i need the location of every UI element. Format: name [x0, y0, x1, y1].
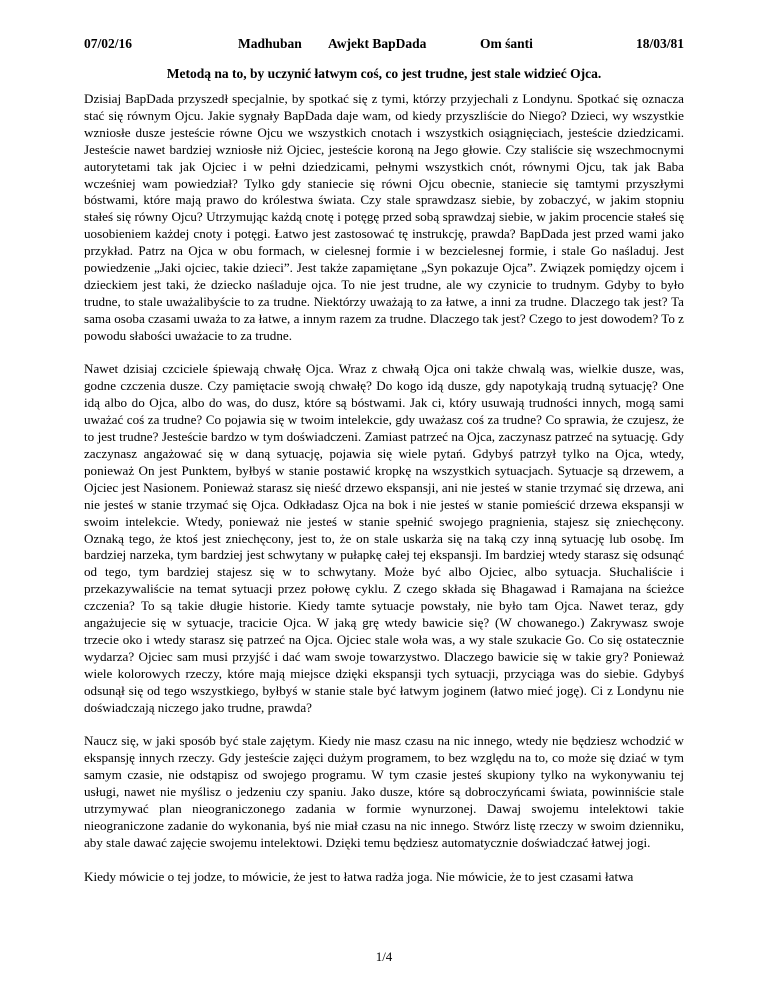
document-title: Metodą na to, by uczynić łatwym coś, co jest trudne, jest stale widzieć Ojca.	[166, 66, 602, 81]
header-date-right: 18/03/81	[635, 36, 684, 51]
header-date-left: 07/02/16	[84, 36, 133, 51]
page-number: 1/4	[375, 949, 393, 964]
paragraph-3: Naucz się, w jaki sposób być stale zajętym. Kiedy nie masz czasu na nic innego, wtedy nie będziesz wchodzić w ekspansję innych rzeczy. Gdy jesteście zajęci dużym programem, to bez względu na to, co może się dziać w tym samym czasie, nie odstąpisz od swojego programu. W tym czasie jesteś skupiony tylko na wykonywaniu tej usługi, nawet nie myślisz o jedzeniu czy spaniu. Jako dusze, które są dobroczyńcami świata, powinniście stale utrzymywać plan nieograniczonego zadania w formie wynurzonej. Dawaj swojemu intelektowi takie nieograniczone zadanie do wykonania, byś nie miał czasu na nic innego. Stwórz listę rzeczy w swoim dzienniku, aby stale dawać zajęcie swojemu intelektowi. Dzięki temu będziesz automatycznie doświadczać łatwej jogi.	[84, 733, 684, 850]
paragraph-1: Dzisiaj BapDada przyszedł specjalnie, by spotkać się z tymi, którzy przyjechali z Londynu. Spotkać się oznacza stać się równym Ojcu. Jakie sygnały BapDada daje wam, od kiedy przyszliście do Niego? Dzieci, wy wszystkie wzniosłe dusze jesteście równe Ojcu we wszystkich cnotach i wszystkich osiągnięciach, jesteście dziedzicami. Jesteście nawet bardziej wzniosłe niż Ojciec, jesteście koroną na Jego głowie. Czy staliście się wszechmocnymi autorytetami tak jak Ojciec i w pełni dziedzicami, pełnymi wszystkich cnót, równymi Ojcu, tak jak Baba wcześniej wam powiedział? Tylko gdy staniecie się równi Ojcu obecnie, staniecie się tamtymi przyszłymi bóstwami, które mają prawo do królestwa świata. Czy stale sprawdzasz siebie, by zobaczyć, w jakim stopniu stałeś się równy Ojcu? Utrzymując każdą cnotę i potęgę przed sobą sprawdzaj siebie, w jakim procencie stałeś się uosobieniem każdej cnoty i potęgi. Łatwo jest zastosować tę instrukcję, prawda? BapDada jest przed wami jako przykład. Patrz na Ojca w obu formach, w cielesnej formie i w bezcielesnej formie, i stale Go naśladuj. Jest powiedzenie „Jaki ojciec, takie dzieci”. Jest także zapamiętane „Syn pokazuje Ojca”. Związek pomiędzy ojcem i dzieckiem jest taki, że dziecko naśladuje ojca. To nie jest trudne, ale wy czynicie to trudnym. Gdyby to było trudne, to stale uważalibyście to za trudne. Niektórzy uważają to za łatwe, a inni za trudne. Dlaczego tak jest? Ta sama osoba czasami uważa to za łatwe, a innym razem za trudne. Dlaczego tak jest? Czego to jest dowodem? To z powodu słabości uważacie to za trudne.	[84, 91, 684, 343]
header-greeting: Om śanti	[480, 36, 533, 51]
header-author: Awjekt BapDada	[328, 36, 427, 51]
paragraph-4: Kiedy mówicie o tej jodze, to mówicie, że jest to łatwa radża joga. Nie mówicie, że to jest czasami łatwa	[84, 868, 634, 884]
page-header	[84, 36, 684, 54]
header-place: Madhuban	[238, 36, 302, 51]
document-body	[84, 91, 684, 902]
paragraph-2: Nawet dzisiaj czciciele śpiewają chwałę Ojca. Wraz z chwałą Ojca oni także chwalą was, wielkie dusze, was, godne czczenia dusze. Czy pamiętacie swoją chwałę? Do kogo idą dusze, gdy napotykają trudną sytuację? One idą albo do Ojca, albo do was, do dusz, które są bóstwami. Jak ci, który usuwają trudności innych, mogą sami uważać coś za trudne? Co pojawia się w twoim intelekcie, gdy uważasz coś za trudne? Co sprawia, że czujesz, że to jest trudne? Jesteście bardzo w tym doświadczeni. Zamiast patrzeć na Ojca, zaczynasz patrzeć na sytuację. Gdy zaczynasz angażować się w daną sytuację, pojawia się wiele pytań. Gdybyś patrzył tylko na Ojca, wtedy, ponieważ On jest Punktem, byłbyś w stanie postawić kropkę na wszystkich sytuacjach. Sytuacje są drzewem, a Ojciec jest Nasionem. Ponieważ starasz się nieść drzewo ekspansji, ani nie jesteś w stanie trzymać się drzewa, ani nie jesteś w stanie trzymać się Ojca. Odkładasz Ojca na bok i nie jesteś w stanie pomieścić drzewa ekspansji w swoim intelekcie. Wtedy, ponieważ nie jesteś w stanie spełnić swojego pragnienia, stajesz się zniechęcony. Oznaką tego, że ktoś jest zniechęcony, jest to, że on stale uskarża się na taką czy inną sytuację lub osobę. Im bardziej narzeka, tym bardziej jest schwytany w pułapkę całej tej ekspansji. Im bardziej wtedy starasz się odsunąć od tego, tym bardziej stajesz się w to schwytany. Może być albo Ojciec, albo sytuacja. Słuchaliście i przekazywaliście na temat sytuacji przez połowę cyklu. Z czego składa się Bhagawad i Ramajana na ścieżce czczenia? To są takie długie historie. Kiedy tamte sytuacje powstały, nie było tam Ojca. Nawet teraz, gdy angażujecie się w sytuacje, tracicie Ojca. W jaką grę wtedy bawicie się? (W chowanego.) Zakrywasz swoje trzecie oko i wtedy starasz się patrzeć na Ojca. Ojciec stale woła was, a wy stale szukacie Go. Co się ostatecznie wydarza? Ojciec sam musi przyjść i dać wam swoje towarzystwo. Dlaczego bawicie się w takie gry? Ponieważ wiele kolorowych rzeczy, które mają miejsce dzięki ekspansji tych sytuacji, przyciąga was do siebie. Gdybyś odsunął się od tego wszystkiego, byłbyś w stanie stale być łatwym joginem (łatwo mieć jogę). Ci z Londynu nie doświadczają niczego jako trudne, prawda?	[84, 361, 684, 715]
